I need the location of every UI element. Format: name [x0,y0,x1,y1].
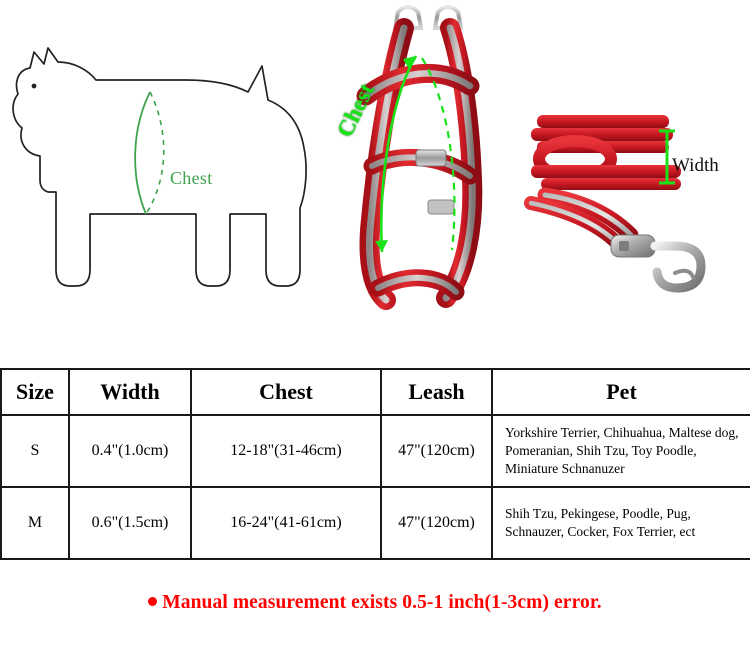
header-leash: Leash [381,369,492,415]
chest-label-dog: Chest [170,168,213,188]
bullet-icon [148,597,157,606]
cell-chest: 12-18"(31-46cm) [191,415,381,487]
cell-chest: 16-24"(41-61cm) [191,487,381,559]
dog-outline-icon [0,8,330,328]
cell-width: 0.4"(1.0cm) [69,415,191,487]
chest-label-harness: Chest [332,79,380,141]
cell-leash: 47"(120cm) [381,487,492,559]
cell-width: 0.6"(1.5cm) [69,487,191,559]
table-row [1,487,750,559]
measurement-disclaimer [0,592,750,614]
dog-harness-photo [320,0,520,330]
header-pet: Pet [492,369,750,415]
header-size: Size [1,369,69,415]
size-table [0,368,750,560]
table-header-row [1,369,750,415]
disclaimer-text: Manual measurement exists 0.5-1 inch(1-3cm) error. [162,592,602,613]
cell-leash: 47"(120cm) [381,415,492,487]
dog-leash-photo [515,95,750,305]
cell-pet: Yorkshire Terrier, Chihuahua, Maltese dog, Pomeranian, Shih Tzu, Toy Poodle, Miniature Schnanuzer [492,415,750,487]
leash-width-label: Width [672,155,719,176]
cell-pet: Shih Tzu, Pekingese, Poodle, Pug, Schnauzer, Cocker, Fox Terrier, ect [492,487,750,559]
cell-size: M [1,487,69,559]
table-row [1,415,750,487]
header-chest: Chest [191,369,381,415]
header-width: Width [69,369,191,415]
cell-size: S [1,415,69,487]
